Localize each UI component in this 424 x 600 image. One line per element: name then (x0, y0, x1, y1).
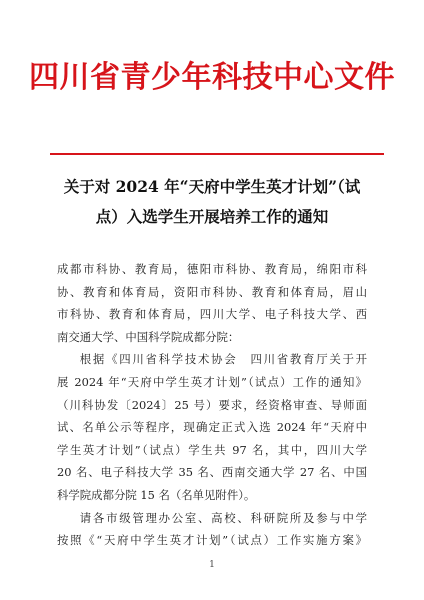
paragraph-line: 科学院成都分院 15 名（名单见附件）。 (57, 487, 256, 502)
recipients-line: 协、教育和体育局，资阳市科协、教育和体育局，眉山 (57, 284, 367, 299)
paragraph-line: 按照《“天府中学生英才计划”（试点）工作实施方案》 (57, 533, 367, 548)
document-masthead: 四川省青少年科技中心文件 (29, 60, 395, 95)
notice-title-line-2: 点）入选学生开展培养工作的通知 (95, 207, 329, 226)
recipients-line: 成都市科协、教育局，德阳市科协、教育局，绵阳市科 (57, 262, 367, 276)
body-paragraph-1 (57, 348, 367, 506)
paragraph-line: 20 名、电子科技大学 35 名、西南交通大学 27 名、中国 (57, 465, 367, 480)
body-paragraph-2 (57, 507, 367, 552)
notice-title (40, 172, 384, 232)
recipients-paragraph (57, 258, 367, 348)
paragraph-line: 展 2024 年“天府中学生英才计划”（试点）工作的通知》 (57, 374, 367, 389)
red-separator-line (50, 153, 384, 155)
notice-body (57, 258, 367, 552)
paragraph-line: 根据《四川省科学技术协会 四川省教育厅关于开 (79, 352, 367, 367)
notice-title-line-1: 关于对 2024 年“天府中学生英才计划”（试 (63, 177, 361, 196)
recipients-line: 南交通大学、中国科学院成都分院： (57, 329, 240, 344)
paragraph-line: 学生英才计划”（试点）学生共 97 名，其中，四川大学 (57, 442, 367, 457)
paragraph-line: （川科协发〔2024〕25 号）要求，经资格审查、导师面 (57, 397, 367, 412)
page-number: 1 (209, 560, 215, 570)
recipients-line: 市科协、教育和体育局，四川大学、电子科技大学、西 (57, 307, 367, 322)
paragraph-line: 请各市级管理办公室、高校、科研院所及参与中学 (79, 510, 367, 525)
paragraph-line: 试、名单公示等程序，现确定正式入选 2024 年“天府中 (57, 420, 367, 435)
